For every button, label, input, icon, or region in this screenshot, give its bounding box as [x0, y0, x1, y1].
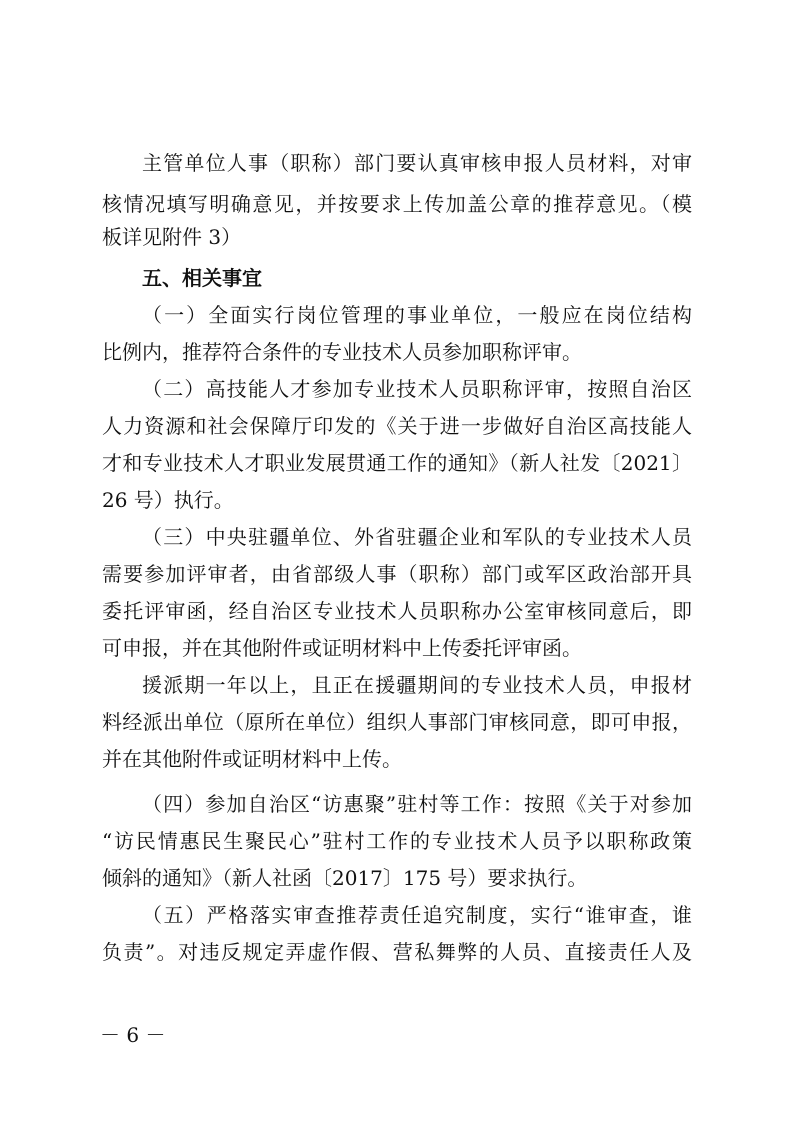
paragraph-line: 核情况填写明确意见，并按要求上传加盖公章的推荐意见。（模: [102, 192, 692, 216]
section-heading: 五、相关事宜: [142, 266, 262, 290]
page-number: － 6 －: [100, 1023, 166, 1047]
paragraph-line: 可申报，并在其他附件或证明材料中上传委托评审函。: [102, 636, 582, 660]
paragraph-line: 人力资源和社会保障厅印发的《关于进一步做好自治区高技能人: [102, 414, 692, 438]
paragraph-line: （四）参加自治区“访惠聚”驻村等工作：按照《关于对参加: [142, 792, 692, 816]
paragraph-line: “访民情惠民生聚民心”驻村工作的专业技术人员予以职称政策: [102, 829, 692, 853]
paragraph-line: 需要参加评审者，由省部级人事（职称）部门或军区政治部开具: [102, 562, 692, 586]
paragraph-line: 26 号）执行。: [102, 488, 234, 512]
paragraph-line: 援派期一年以上，且正在援疆期间的专业技术人员，申报材: [142, 673, 692, 697]
paragraph-line: （三）中央驻疆单位、外省驻疆企业和军队的专业技术人员: [142, 525, 692, 549]
paragraph-line: 才和专业技术人才职业发展贯通工作的通知》（新人社发〔2021〕: [102, 451, 692, 475]
paragraph-line: 倾斜的通知》（新人社函〔2017〕175 号）要求执行。: [102, 866, 588, 890]
paragraph-line: 主管单位人事（职称）部门要认真审核申报人员材料，对审: [142, 151, 692, 175]
paragraph-line: （五）严格落实审查推荐责任追究制度，实行“谁审查，谁: [142, 903, 692, 927]
paragraph-line: 比例内，推荐符合条件的专业技术人员参加职称评审。: [102, 340, 582, 364]
paragraph-line: 委托评审函，经自治区专业技术人员职称办公室审核同意后，即: [102, 599, 692, 623]
paragraph-line: 板详见附件 3）: [102, 225, 242, 249]
paragraph-line: 负责”。对违反规定弄虚作假、营私舞弊的人员、直接责任人及: [102, 940, 692, 964]
paragraph-line: （一）全面实行岗位管理的事业单位，一般应在岗位结构: [142, 303, 692, 327]
paragraph-line: 并在其他附件或证明材料中上传。: [102, 747, 402, 771]
paragraph-line: 料经派出单位（原所在单位）组织人事部门审核同意，即可申报，: [102, 710, 692, 734]
paragraph-line: （二）高技能人才参加专业技术人员职称评审，按照自治区: [142, 377, 692, 401]
